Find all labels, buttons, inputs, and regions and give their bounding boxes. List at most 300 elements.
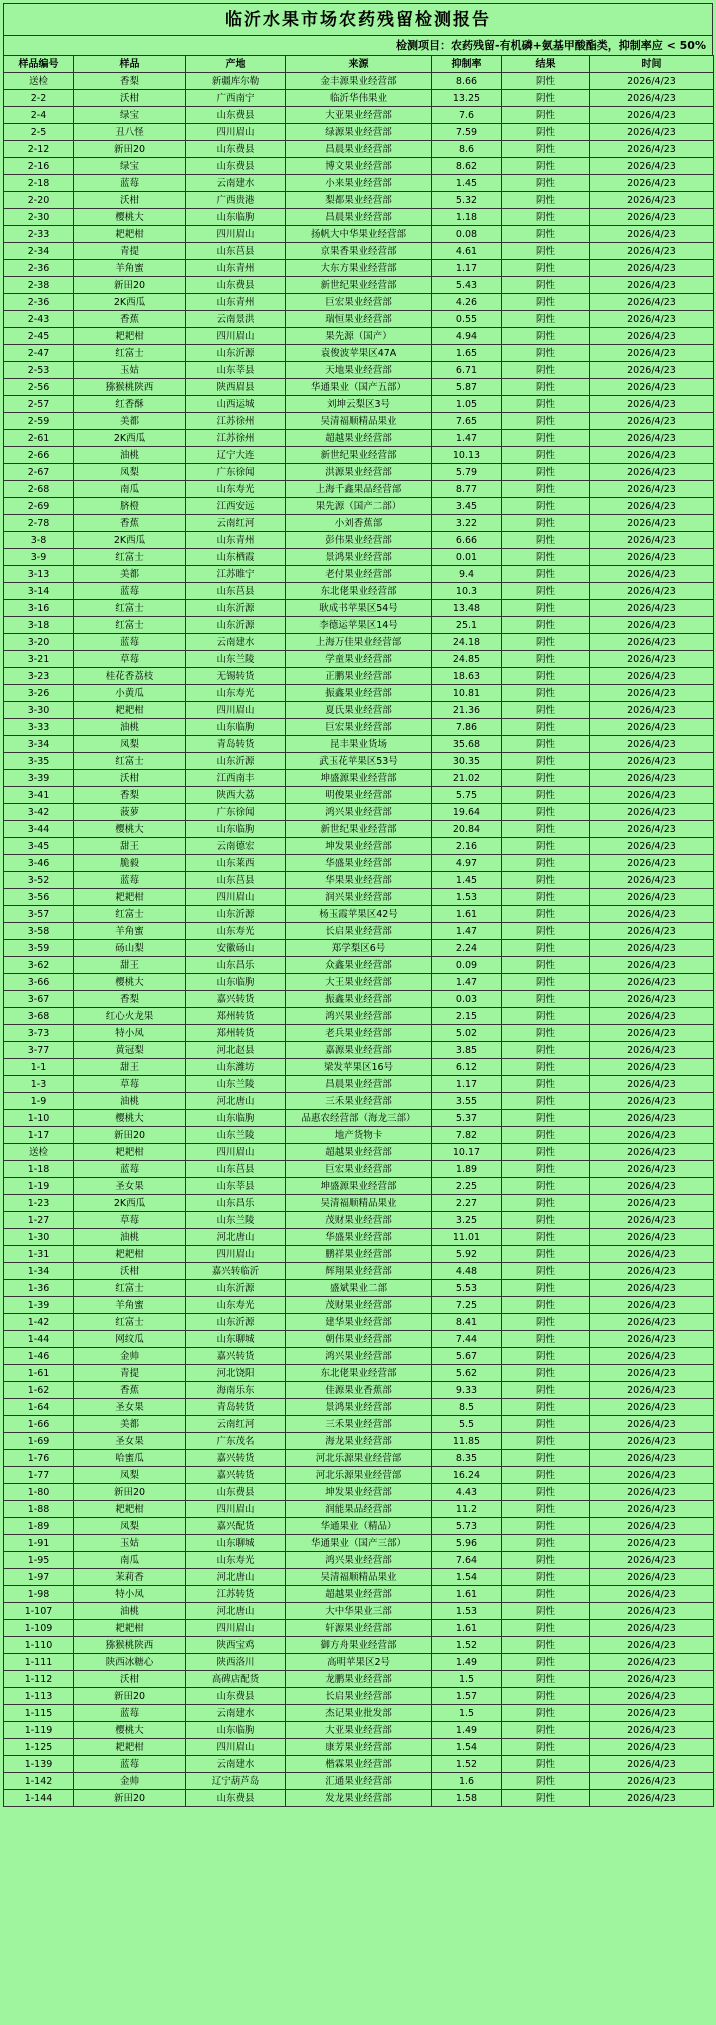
cell-source: 临沂华伟果业 — [286, 90, 432, 107]
cell-inhibition-rate: 1.5 — [432, 1671, 502, 1688]
cell-result: 阴性 — [502, 1059, 590, 1076]
cell-source: 新世纪果业经营部 — [286, 821, 432, 838]
cell-sample-name: 草莓 — [74, 1212, 186, 1229]
cell-source: 吴清福顺精品果业 — [286, 1195, 432, 1212]
cell-inhibition-rate: 8.5 — [432, 1399, 502, 1416]
cell-inhibition-rate: 0.09 — [432, 957, 502, 974]
cell-date: 2026/4/23 — [590, 1603, 714, 1620]
cell-origin: 嘉兴转货 — [186, 1467, 286, 1484]
cell-sample-name: 草莓 — [74, 1076, 186, 1093]
cell-inhibition-rate: 10.3 — [432, 583, 502, 600]
cell-date: 2026/4/23 — [590, 396, 714, 413]
cell-source: 润能果品经营部 — [286, 1501, 432, 1518]
cell-result: 阴性 — [502, 1399, 590, 1416]
cell-origin: 四川眉山 — [186, 1739, 286, 1756]
cell-inhibition-rate: 24.85 — [432, 651, 502, 668]
cell-source: 大王果业经营部 — [286, 974, 432, 991]
cell-source: 瑞恒果业经营部 — [286, 311, 432, 328]
cell-source: 老兵果业经营部 — [286, 1025, 432, 1042]
cell-date: 2026/4/23 — [590, 821, 714, 838]
cell-sample-id: 3-23 — [4, 668, 74, 685]
cell-source: 新世纪果业经营部 — [286, 447, 432, 464]
cell-sample-name: 新田20 — [74, 141, 186, 158]
cell-source: 茂财果业经营部 — [286, 1297, 432, 1314]
cell-origin: 山东临朐 — [186, 1110, 286, 1127]
cell-result: 阴性 — [502, 1688, 590, 1705]
cell-result: 阴性 — [502, 1484, 590, 1501]
cell-origin: 山东栖霞 — [186, 549, 286, 566]
cell-inhibition-rate: 5.62 — [432, 1365, 502, 1382]
table-row — [4, 1280, 714, 1297]
cell-result: 阴性 — [502, 1586, 590, 1603]
cell-source: 河北乐源果业经营部 — [286, 1450, 432, 1467]
cell-inhibition-rate: 5.73 — [432, 1518, 502, 1535]
cell-source: 轩源果业经营部 — [286, 1620, 432, 1637]
cell-source: 昌晨果业经营部 — [286, 209, 432, 226]
cell-sample-id: 2-20 — [4, 192, 74, 209]
cell-sample-id: 2-16 — [4, 158, 74, 175]
cell-inhibition-rate: 1.5 — [432, 1705, 502, 1722]
cell-inhibition-rate: 4.43 — [432, 1484, 502, 1501]
cell-inhibition-rate: 9.33 — [432, 1382, 502, 1399]
cell-sample-name: 香蕉 — [74, 311, 186, 328]
cell-result: 阴性 — [502, 1756, 590, 1773]
cell-sample-name: 凤梨 — [74, 736, 186, 753]
cell-sample-id: 2-2 — [4, 90, 74, 107]
cell-inhibition-rate: 1.47 — [432, 974, 502, 991]
cell-result: 阴性 — [502, 804, 590, 821]
cell-sample-name: 金帅 — [74, 1348, 186, 1365]
cell-sample-id: 2-36 — [4, 260, 74, 277]
table-row — [4, 1688, 714, 1705]
cell-origin: 山东费县 — [186, 158, 286, 175]
cell-sample-id: 3-33 — [4, 719, 74, 736]
table-row — [4, 719, 714, 736]
cell-origin: 山东莒县 — [186, 872, 286, 889]
cell-inhibition-rate: 4.61 — [432, 243, 502, 260]
cell-sample-name: 蓝莓 — [74, 872, 186, 889]
cell-date: 2026/4/23 — [590, 481, 714, 498]
cell-source: 振鑫果业经营部 — [286, 685, 432, 702]
cell-source: 明俊果业经营部 — [286, 787, 432, 804]
table-row — [4, 73, 714, 90]
cell-sample-name: 新田20 — [74, 1484, 186, 1501]
table-row — [4, 260, 714, 277]
table-row — [4, 1399, 714, 1416]
table-row — [4, 974, 714, 991]
cell-date: 2026/4/23 — [590, 1535, 714, 1552]
cell-inhibition-rate: 8.66 — [432, 73, 502, 90]
cell-sample-id: 1-77 — [4, 1467, 74, 1484]
cell-source: 金丰源果业经营部 — [286, 73, 432, 90]
cell-origin: 山东寿光 — [186, 685, 286, 702]
table-row — [4, 1654, 714, 1671]
cell-sample-name: 樱桃大 — [74, 821, 186, 838]
cell-date: 2026/4/23 — [590, 600, 714, 617]
cell-source: 华通果业（精品） — [286, 1518, 432, 1535]
cell-date: 2026/4/23 — [590, 1671, 714, 1688]
cell-origin: 山东沂源 — [186, 906, 286, 923]
cell-date: 2026/4/23 — [590, 634, 714, 651]
cell-sample-id: 1-115 — [4, 1705, 74, 1722]
cell-inhibition-rate: 4.94 — [432, 328, 502, 345]
cell-sample-name: 金帅 — [74, 1773, 186, 1790]
cell-result: 阴性 — [502, 1212, 590, 1229]
cell-sample-name: 红富士 — [74, 345, 186, 362]
cell-sample-name: 哈蜜瓜 — [74, 1450, 186, 1467]
cell-sample-id: 2-43 — [4, 311, 74, 328]
cell-inhibition-rate: 1.61 — [432, 1620, 502, 1637]
cell-source: 坤发果业经营部 — [286, 838, 432, 855]
cell-source: 刘坤云梨区3号 — [286, 396, 432, 413]
cell-inhibition-rate: 5.43 — [432, 277, 502, 294]
cell-sample-id: 1-139 — [4, 1756, 74, 1773]
cell-result: 阴性 — [502, 668, 590, 685]
cell-date: 2026/4/23 — [590, 583, 714, 600]
cell-origin: 河北唐山 — [186, 1569, 286, 1586]
cell-source: 李德运苹果区14号 — [286, 617, 432, 634]
cell-source: 彭伟果业经营部 — [286, 532, 432, 549]
cell-date: 2026/4/23 — [590, 192, 714, 209]
table-row — [4, 804, 714, 821]
cell-inhibition-rate: 0.01 — [432, 549, 502, 566]
cell-inhibition-rate: 16.24 — [432, 1467, 502, 1484]
cell-sample-name: 猕猴桃陕西 — [74, 379, 186, 396]
cell-source: 新世纪果业经营部 — [286, 277, 432, 294]
table-row — [4, 379, 714, 396]
cell-sample-name: 红富士 — [74, 1314, 186, 1331]
cell-origin: 无锡转货 — [186, 668, 286, 685]
cell-result: 阴性 — [502, 838, 590, 855]
cell-result: 阴性 — [502, 1416, 590, 1433]
cell-result: 阴性 — [502, 1127, 590, 1144]
cell-date: 2026/4/23 — [590, 1688, 714, 1705]
cell-date: 2026/4/23 — [590, 1773, 714, 1790]
cell-date: 2026/4/23 — [590, 226, 714, 243]
cell-result: 阴性 — [502, 1025, 590, 1042]
cell-result: 阴性 — [502, 1093, 590, 1110]
cell-sample-id: 2-66 — [4, 447, 74, 464]
cell-result: 阴性 — [502, 124, 590, 141]
cell-result: 阴性 — [502, 192, 590, 209]
cell-origin: 广西南宁 — [186, 90, 286, 107]
cell-result: 阴性 — [502, 243, 590, 260]
cell-origin: 四川眉山 — [186, 226, 286, 243]
cell-sample-name: 沃柑 — [74, 90, 186, 107]
cell-source: 绿源果业经营部 — [286, 124, 432, 141]
cell-sample-name: 美都 — [74, 1416, 186, 1433]
cell-result: 阴性 — [502, 1365, 590, 1382]
cell-origin: 山东临朐 — [186, 821, 286, 838]
cell-origin: 山东临朐 — [186, 974, 286, 991]
cell-source: 吴清福顺精品果业 — [286, 1569, 432, 1586]
cell-sample-id: 1-76 — [4, 1450, 74, 1467]
cell-sample-name: 红香酥 — [74, 396, 186, 413]
cell-sample-name: 香梨 — [74, 991, 186, 1008]
table-row — [4, 1093, 714, 1110]
cell-source: 超越果业经营部 — [286, 1144, 432, 1161]
cell-source: 大亚果业经营部 — [286, 1722, 432, 1739]
cell-date: 2026/4/23 — [590, 1484, 714, 1501]
cell-sample-name: 沃柑 — [74, 770, 186, 787]
cell-origin: 山东昌乐 — [186, 1195, 286, 1212]
cell-origin: 江西南丰 — [186, 770, 286, 787]
cell-date: 2026/4/23 — [590, 906, 714, 923]
cell-origin: 新疆库尔勒 — [186, 73, 286, 90]
cell-inhibition-rate: 3.55 — [432, 1093, 502, 1110]
cell-origin: 云南建水 — [186, 634, 286, 651]
cell-date: 2026/4/23 — [590, 1722, 714, 1739]
table-row — [4, 1484, 714, 1501]
cell-result: 阴性 — [502, 736, 590, 753]
table-row — [4, 1076, 714, 1093]
cell-sample-name: 丑八怪 — [74, 124, 186, 141]
cell-sample-id: 2-34 — [4, 243, 74, 260]
cell-source: 龙鹏果业经营部 — [286, 1671, 432, 1688]
cell-sample-id: 1-80 — [4, 1484, 74, 1501]
table-row — [4, 1331, 714, 1348]
table-row — [4, 175, 714, 192]
cell-date: 2026/4/23 — [590, 1280, 714, 1297]
cell-origin: 山东莱西 — [186, 855, 286, 872]
table-row — [4, 192, 714, 209]
table-row — [4, 770, 714, 787]
table-row — [4, 1212, 714, 1229]
cell-origin: 江苏徐州 — [186, 413, 286, 430]
cell-result: 阴性 — [502, 464, 590, 481]
cell-sample-id: 1-61 — [4, 1365, 74, 1382]
cell-origin: 四川眉山 — [186, 1144, 286, 1161]
cell-sample-id: 1-97 — [4, 1569, 74, 1586]
cell-origin: 云南红河 — [186, 1416, 286, 1433]
cell-source: 果先源（国产二部） — [286, 498, 432, 515]
cell-result: 阴性 — [502, 1773, 590, 1790]
cell-inhibition-rate: 0.55 — [432, 311, 502, 328]
cell-source: 大东方果业经营部 — [286, 260, 432, 277]
cell-inhibition-rate: 7.82 — [432, 1127, 502, 1144]
cell-inhibition-rate: 1.54 — [432, 1569, 502, 1586]
cell-source: 三禾果业经营部 — [286, 1416, 432, 1433]
cell-sample-name: 樱桃大 — [74, 974, 186, 991]
cell-result: 阴性 — [502, 1331, 590, 1348]
cell-sample-id: 3-57 — [4, 906, 74, 923]
cell-inhibition-rate: 5.37 — [432, 1110, 502, 1127]
cell-origin: 江西安远 — [186, 498, 286, 515]
cell-source: 三禾果业经营部 — [286, 1093, 432, 1110]
cell-sample-name: 油桃 — [74, 447, 186, 464]
cell-inhibition-rate: 13.48 — [432, 600, 502, 617]
cell-origin: 山东临朐 — [186, 209, 286, 226]
cell-sample-id: 2-30 — [4, 209, 74, 226]
cell-sample-id: 1-142 — [4, 1773, 74, 1790]
cell-result: 阴性 — [502, 1042, 590, 1059]
cell-sample-id: 3-26 — [4, 685, 74, 702]
cell-sample-name: 茉莉香 — [74, 1569, 186, 1586]
cell-sample-id: 3-34 — [4, 736, 74, 753]
cell-date: 2026/4/23 — [590, 1518, 714, 1535]
cell-origin: 山东莘县 — [186, 1178, 286, 1195]
cell-date: 2026/4/23 — [590, 1467, 714, 1484]
cell-result: 阴性 — [502, 1382, 590, 1399]
cell-origin: 山东聊城 — [186, 1331, 286, 1348]
cell-origin: 山东沂源 — [186, 600, 286, 617]
table-row — [4, 1620, 714, 1637]
cell-origin: 河北唐山 — [186, 1093, 286, 1110]
cell-result: 阴性 — [502, 651, 590, 668]
cell-date: 2026/4/23 — [590, 175, 714, 192]
cell-origin: 山东费县 — [186, 277, 286, 294]
cell-sample-name: 沃柑 — [74, 1671, 186, 1688]
cell-inhibition-rate: 1.17 — [432, 260, 502, 277]
cell-result: 阴性 — [502, 1144, 590, 1161]
table-row — [4, 1722, 714, 1739]
cell-sample-name: 耙耙柑 — [74, 1620, 186, 1637]
cell-origin: 山东莒县 — [186, 243, 286, 260]
header-col-sample-id: 样品编号 — [4, 56, 74, 73]
cell-sample-name: 红富士 — [74, 617, 186, 634]
table-row — [4, 787, 714, 804]
table-row — [4, 243, 714, 260]
cell-result: 阴性 — [502, 515, 590, 532]
cell-origin: 山东聊城 — [186, 1535, 286, 1552]
table-row — [4, 1416, 714, 1433]
cell-date: 2026/4/23 — [590, 1756, 714, 1773]
cell-source: 大亚果业经营部 — [286, 107, 432, 124]
cell-origin: 山东寿光 — [186, 481, 286, 498]
cell-date: 2026/4/23 — [590, 328, 714, 345]
cell-origin: 山东临朐 — [186, 1722, 286, 1739]
table-row — [4, 294, 714, 311]
cell-result: 阴性 — [502, 1110, 590, 1127]
cell-origin: 山东莒县 — [186, 583, 286, 600]
cell-sample-name: 油桃 — [74, 1603, 186, 1620]
cell-date: 2026/4/23 — [590, 1365, 714, 1382]
cell-origin: 嘉兴转货 — [186, 991, 286, 1008]
cell-sample-id: 3-68 — [4, 1008, 74, 1025]
cell-sample-name: 耙耙柑 — [74, 226, 186, 243]
table-row — [4, 532, 714, 549]
cell-result: 阴性 — [502, 1637, 590, 1654]
cell-inhibition-rate: 1.53 — [432, 1603, 502, 1620]
cell-source: 梁发苹果区16号 — [286, 1059, 432, 1076]
cell-result: 阴性 — [502, 1178, 590, 1195]
cell-date: 2026/4/23 — [590, 90, 714, 107]
cell-date: 2026/4/23 — [590, 923, 714, 940]
cell-origin: 山东寿光 — [186, 923, 286, 940]
cell-date: 2026/4/23 — [590, 209, 714, 226]
cell-origin: 山东沂源 — [186, 1314, 286, 1331]
cell-inhibition-rate: 7.44 — [432, 1331, 502, 1348]
cell-sample-id: 1-91 — [4, 1535, 74, 1552]
cell-inhibition-rate: 1.54 — [432, 1739, 502, 1756]
cell-sample-name: 2K西瓜 — [74, 430, 186, 447]
cell-result: 阴性 — [502, 1314, 590, 1331]
table-row — [4, 226, 714, 243]
cell-sample-name: 南瓜 — [74, 1552, 186, 1569]
cell-source: 楷霖果业经营部 — [286, 1756, 432, 1773]
cell-sample-id: 1-66 — [4, 1416, 74, 1433]
cell-sample-name: 甜王 — [74, 1059, 186, 1076]
cell-source: 品惠农经营部（海龙三部） — [286, 1110, 432, 1127]
cell-origin: 河北饶阳 — [186, 1365, 286, 1382]
cell-source: 小刘香蕉部 — [286, 515, 432, 532]
cell-sample-name: 网纹瓜 — [74, 1331, 186, 1348]
cell-source: 华盛果业经营部 — [286, 855, 432, 872]
cell-inhibition-rate: 6.71 — [432, 362, 502, 379]
cell-date: 2026/4/23 — [590, 804, 714, 821]
cell-sample-id: 3-30 — [4, 702, 74, 719]
cell-sample-id: 3-77 — [4, 1042, 74, 1059]
cell-sample-id: 2-61 — [4, 430, 74, 447]
cell-sample-id: 3-16 — [4, 600, 74, 617]
cell-origin: 郑州转货 — [186, 1008, 286, 1025]
cell-inhibition-rate: 18.63 — [432, 668, 502, 685]
cell-result: 阴性 — [502, 1161, 590, 1178]
cell-origin: 山西运城 — [186, 396, 286, 413]
cell-result: 阴性 — [502, 1603, 590, 1620]
table-row — [4, 1433, 714, 1450]
cell-inhibition-rate: 5.53 — [432, 1280, 502, 1297]
cell-result: 阴性 — [502, 1348, 590, 1365]
table-row — [4, 1552, 714, 1569]
cell-result: 阴性 — [502, 1535, 590, 1552]
table-row — [4, 1756, 714, 1773]
cell-date: 2026/4/23 — [590, 294, 714, 311]
table-row — [4, 1008, 714, 1025]
cell-inhibition-rate: 1.58 — [432, 1790, 502, 1807]
table-row — [4, 906, 714, 923]
cell-origin: 陕西大荔 — [186, 787, 286, 804]
cell-source: 建华果业经营部 — [286, 1314, 432, 1331]
cell-sample-name: 玉姑 — [74, 1535, 186, 1552]
cell-source: 御方舟果业经营部 — [286, 1637, 432, 1654]
cell-date: 2026/4/23 — [590, 311, 714, 328]
cell-sample-id: 2-47 — [4, 345, 74, 362]
cell-result: 阴性 — [502, 532, 590, 549]
cell-sample-name: 耙耙柑 — [74, 1739, 186, 1756]
cell-source: 振鑫果业经营部 — [286, 991, 432, 1008]
cell-sample-name: 油桃 — [74, 1093, 186, 1110]
cell-result: 阴性 — [502, 991, 590, 1008]
cell-date: 2026/4/23 — [590, 753, 714, 770]
cell-result: 阴性 — [502, 1569, 590, 1586]
cell-source: 巨宏果业经营部 — [286, 719, 432, 736]
cell-sample-id: 1-69 — [4, 1433, 74, 1450]
cell-sample-name: 羊角蜜 — [74, 1297, 186, 1314]
cell-sample-name: 樱桃大 — [74, 1110, 186, 1127]
cell-origin: 嘉兴转临沂 — [186, 1263, 286, 1280]
cell-sample-name: 耙耙柑 — [74, 702, 186, 719]
cell-origin: 广西贵港 — [186, 192, 286, 209]
cell-source: 上海千鑫果品经营部 — [286, 481, 432, 498]
table-row — [4, 1348, 714, 1365]
cell-sample-name: 青提 — [74, 1365, 186, 1382]
cell-inhibition-rate: 35.68 — [432, 736, 502, 753]
cell-sample-id: 3-9 — [4, 549, 74, 566]
cell-source: 天地果业经营部 — [286, 362, 432, 379]
header-col-inhibition-rate: 抑制率 — [432, 56, 502, 73]
cell-date: 2026/4/23 — [590, 1382, 714, 1399]
cell-sample-name: 猕猴桃陕西 — [74, 1637, 186, 1654]
table-row — [4, 362, 714, 379]
cell-sample-name: 耙耙柑 — [74, 889, 186, 906]
cell-date: 2026/4/23 — [590, 991, 714, 1008]
cell-result: 阴性 — [502, 566, 590, 583]
cell-source: 辉翔果业经营部 — [286, 1263, 432, 1280]
cell-source: 超越果业经营部 — [286, 1586, 432, 1603]
cell-sample-name: 玉姑 — [74, 362, 186, 379]
cell-inhibition-rate: 6.66 — [432, 532, 502, 549]
